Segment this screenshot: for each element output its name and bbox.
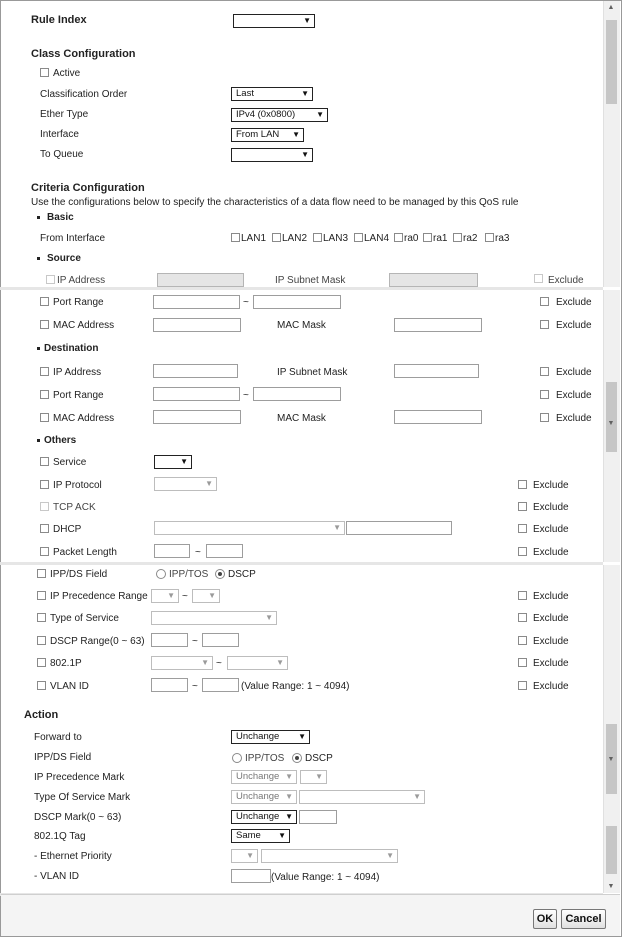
ip-precedence-range-checkbox[interactable] [37,591,46,600]
criteria-description: Use the configurations below to specify the characteristics of a data flow need to be managed by this QoS rule [31,197,519,208]
interface-checkbox[interactable] [272,233,281,242]
scrollbar-thumb[interactable] [606,20,617,104]
interface-label: Interface [40,129,79,140]
dscp-mark-label: DSCP Mark(0 ~ 63) [34,812,122,823]
dst-port-end-input[interactable] [253,387,341,401]
exclude-checkbox[interactable] [518,547,527,556]
src-mac-label: MAC Address [53,320,115,331]
vlan-id-label: VLAN ID [50,681,89,692]
dst-mac-checkbox[interactable] [40,413,49,422]
exclude-checkbox[interactable] [534,274,543,283]
interface-checkbox[interactable] [423,233,432,242]
active-checkbox[interactable] [40,68,49,77]
exclude-label: Exclude [556,367,592,378]
scrollbar-thumb[interactable] [606,826,617,874]
arrow-up-icon[interactable]: ▲ [607,4,615,11]
forward-to-select[interactable]: Unchange ▼ [231,730,310,744]
tos-mark-select[interactable]: Unchange ▼ [231,790,297,804]
dot1q-tag-label: 802.1Q Tag [34,831,86,842]
ether-type-select[interactable]: IPv4 (0x0800) ▼ [231,108,328,122]
forward-to-label: Forward to [34,732,82,743]
interface-checkbox[interactable] [354,233,363,242]
dhcp-checkbox[interactable] [40,524,49,533]
dot1p-checkbox[interactable] [37,658,46,667]
ip-precedence-mark-label: IP Precedence Mark [34,772,125,783]
service-label: Service [53,457,87,468]
chevron-down-icon: ▼ [265,613,273,622]
ip-precedence-max-select[interactable] [192,589,220,603]
ok-button[interactable]: OK [533,909,557,929]
dot1p-label: 802.1P [50,658,82,669]
dscp-range-checkbox[interactable] [37,636,46,645]
type-of-service-label: Type of Service [50,613,119,624]
exclude-checkbox[interactable] [518,658,527,667]
chevron-down-icon: ▼ [276,658,284,667]
interface-option-label: ra3 [495,233,510,244]
frame-divider [0,287,603,290]
dst-port-label: Port Range [53,390,104,401]
ethernet-priority-value-select[interactable] [261,849,398,863]
dst-mac-mask-input[interactable] [394,410,482,424]
src-mac-mask-label: MAC Mask [277,320,326,331]
ip-precedence-min-select[interactable] [151,589,179,603]
chevron-down-icon: ▼ [333,523,341,532]
arrow-down-icon[interactable]: ▼ [607,756,615,763]
src-subnet-input[interactable] [389,273,478,287]
exclude-label: Exclude [533,658,569,669]
chevron-down-icon: ▼ [285,772,293,781]
vlan-id-checkbox[interactable] [37,681,46,690]
type-of-service-select[interactable] [151,611,277,625]
vlan-id-max-input[interactable] [202,678,239,692]
exclude-checkbox[interactable] [518,613,527,622]
ip-protocol-select[interactable] [154,477,217,491]
chevron-down-icon: ▼ [386,851,394,860]
exclude-checkbox[interactable] [540,320,549,329]
interface-checkbox[interactable] [231,233,240,242]
active-label: Active [53,68,81,79]
chevron-down-icon: ▼ [316,110,324,119]
exclude-checkbox[interactable] [518,636,527,645]
action-dscp-radio[interactable] [292,753,302,763]
tcp-ack-label: TCP ACK [53,502,96,513]
dst-mac-input[interactable] [153,410,241,424]
dscp-range-max-input[interactable] [202,633,239,647]
exclude-checkbox[interactable] [540,413,549,422]
class-config-title: Class Configuration [31,48,136,60]
tilde: ~ [192,636,198,647]
interface-option-label: ra0 [404,233,419,244]
action-vlan-id-input[interactable] [231,869,271,883]
exclude-label: Exclude [533,502,569,513]
action-vlan-id-label: - VLAN ID [34,871,80,882]
exclude-label: Exclude [533,636,569,647]
dst-ip-input[interactable] [153,364,238,378]
dhcp-value-input[interactable] [346,521,452,535]
dst-port-start-input[interactable] [153,387,240,401]
arrow-down-icon[interactable]: ▼ [607,420,615,427]
exclude-checkbox[interactable] [540,367,549,376]
dot1p-min-select[interactable] [151,656,213,670]
interface-checkbox[interactable] [453,233,462,242]
ippds-field-checkbox[interactable] [37,569,46,578]
ethernet-priority-select[interactable] [231,849,258,863]
chevron-down-icon: ▼ [301,89,309,98]
chevron-down-icon: ▼ [167,591,175,600]
chevron-down-icon: ▼ [180,457,188,466]
dst-ip-label: IP Address [53,367,102,378]
tilde: ~ [192,681,198,692]
classification-order-select[interactable]: Last ▼ [231,87,313,101]
rule-index-select[interactable] [233,14,315,28]
action-ipp-tos-radio[interactable] [232,753,242,763]
destination-title: Destination [44,343,99,354]
src-mac-mask-input[interactable] [394,318,482,332]
chevron-down-icon: ▼ [278,831,286,840]
exclude-label: Exclude [533,591,569,602]
chevron-down-icon: ▼ [292,130,300,139]
chevron-down-icon: ▼ [201,658,209,667]
ipp-tos-label: IPP/TOS [169,569,209,580]
dst-port-checkbox[interactable] [40,390,49,399]
vlan-id-min-input[interactable] [151,678,188,692]
dhcp-label: DHCP [53,524,82,535]
tos-mark-label: Type Of Service Mark [34,792,131,803]
dst-ip-checkbox[interactable] [40,367,49,376]
src-subnet-label: IP Subnet Mask [275,275,346,286]
tilde: ~ [216,658,222,669]
src-mac-input[interactable] [153,318,241,332]
exclude-label: Exclude [533,613,569,624]
dscp-range-label: DSCP Range(0 ~ 63) [50,636,145,647]
others-title: Others [44,435,77,446]
chevron-down-icon: ▼ [285,812,293,821]
exclude-checkbox[interactable] [518,681,527,690]
packet-length-label: Packet Length [53,547,117,558]
dhcp-option-select[interactable] [154,521,345,535]
tilde: ~ [195,547,201,558]
interface-checkbox[interactable] [313,233,322,242]
chevron-down-icon: ▼ [298,732,306,741]
dst-subnet-input[interactable] [394,364,479,378]
ip-precedence-mark-value-select[interactable] [300,770,327,784]
action-title: Action [24,709,59,721]
src-ip-checkbox[interactable] [46,275,55,284]
src-mac-checkbox[interactable] [40,320,49,329]
exclude-label: Exclude [533,681,569,692]
ipp-tos-radio[interactable] [156,569,166,579]
criteria-config-title: Criteria Configuration [31,182,145,194]
exclude-checkbox[interactable] [540,297,549,306]
interface-option-label: LAN1 [241,233,267,244]
service-select[interactable] [154,455,192,469]
src-port-checkbox[interactable] [40,297,49,306]
bullet-icon [37,439,40,442]
src-port-label: Port Range [53,297,104,308]
interface-checkbox[interactable] [485,233,494,242]
dscp-radio[interactable] [215,569,225,579]
bullet-icon [37,216,40,219]
interface-option-label: LAN2 [282,233,308,244]
exclude-checkbox[interactable] [518,502,527,511]
to-queue-select[interactable] [231,148,313,162]
arrow-down-icon[interactable]: ▼ [607,883,615,890]
exclude-label: Exclude [556,413,592,424]
dscp-mark-select[interactable]: Unchange ▼ [231,810,297,824]
action-vlan-hint: (Value Range: 1 ~ 4094) [271,872,380,883]
packet-length-min-input[interactable] [154,544,190,558]
dst-subnet-label: IP Subnet Mask [277,367,348,378]
exclude-checkbox[interactable] [518,480,527,489]
chevron-down-icon: ▼ [301,150,309,159]
dscp-mark-input[interactable] [299,810,337,824]
ip-precedence-mark-select[interactable]: Unchange ▼ [231,770,297,784]
ip-precedence-range-label: IP Precedence Range [50,591,148,602]
action-ipp-tos-label: IPP/TOS [245,753,285,764]
to-queue-label: To Queue [40,149,84,160]
tilde: ~ [182,591,188,602]
ether-type-label: Ether Type [40,109,89,120]
chevron-down-icon: ▼ [315,772,323,781]
exclude-label: Exclude [533,524,569,535]
chevron-down-icon: ▼ [246,851,254,860]
source-title: Source [47,253,81,264]
cancel-button[interactable]: Cancel [561,909,606,929]
exclude-checkbox[interactable] [518,591,527,600]
exclude-label: Exclude [556,320,592,331]
ippds-field-label: IPP/DS Field [50,569,108,580]
chevron-down-icon: ▼ [285,792,293,801]
interface-option-label: ra2 [463,233,478,244]
chevron-down-icon: ▼ [208,591,216,600]
basic-title: Basic [47,212,74,223]
dot1p-max-select[interactable] [227,656,288,670]
dscp-range-min-input[interactable] [151,633,188,647]
tilde: ~ [243,390,249,401]
action-dscp-label: DSCP [305,753,333,764]
exclude-checkbox[interactable] [540,390,549,399]
exclude-checkbox[interactable] [518,524,527,533]
bullet-icon [37,347,40,350]
ethernet-priority-label: - Ethernet Priority [34,851,112,862]
chevron-down-icon: ▼ [303,16,311,25]
frame-divider [0,562,603,565]
tcp-ack-checkbox[interactable] [40,502,49,511]
exclude-label: Exclude [556,390,592,401]
interface-checkbox[interactable] [394,233,403,242]
dst-mac-label: MAC Address [53,413,115,424]
dialog-footer [1,894,620,936]
src-ip-label: IP Address [57,275,106,286]
interface-option-label: ra1 [433,233,448,244]
dscp-label: DSCP [228,569,256,580]
action-ippds-field-label: IPP/DS Field [34,752,92,763]
exclude-label: Exclude [556,297,592,308]
tilde: ~ [243,297,249,308]
ip-protocol-checkbox[interactable] [40,480,49,489]
dot1q-tag-select[interactable]: Same ▼ [231,829,290,843]
interface-option-label: LAN4 [364,233,390,244]
interface-select[interactable]: From LAN ▼ [231,128,304,142]
classification-order-label: Classification Order [40,89,128,100]
chevron-down-icon: ▼ [413,792,421,801]
from-interface-label: From Interface [40,233,106,244]
exclude-label: Exclude [533,547,569,558]
exclude-label: Exclude [548,275,584,286]
rule-index-label: Rule Index [31,14,87,26]
src-port-start-input[interactable] [153,295,240,309]
service-checkbox[interactable] [40,457,49,466]
type-of-service-checkbox[interactable] [37,613,46,622]
chevron-down-icon: ▼ [205,479,213,488]
src-port-end-input[interactable] [253,295,341,309]
vlan-range-hint: (Value Range: 1 ~ 4094) [241,681,350,692]
src-ip-input[interactable] [157,273,244,287]
tos-mark-value-select[interactable] [299,790,425,804]
scrollbar-thumb[interactable] [606,382,617,452]
packet-length-checkbox[interactable] [40,547,49,556]
packet-length-max-input[interactable] [206,544,243,558]
ip-protocol-label: IP Protocol [53,480,102,491]
bullet-icon [37,257,40,260]
exclude-label: Exclude [533,480,569,491]
interface-option-label: LAN3 [323,233,349,244]
dst-mac-mask-label: MAC Mask [277,413,326,424]
